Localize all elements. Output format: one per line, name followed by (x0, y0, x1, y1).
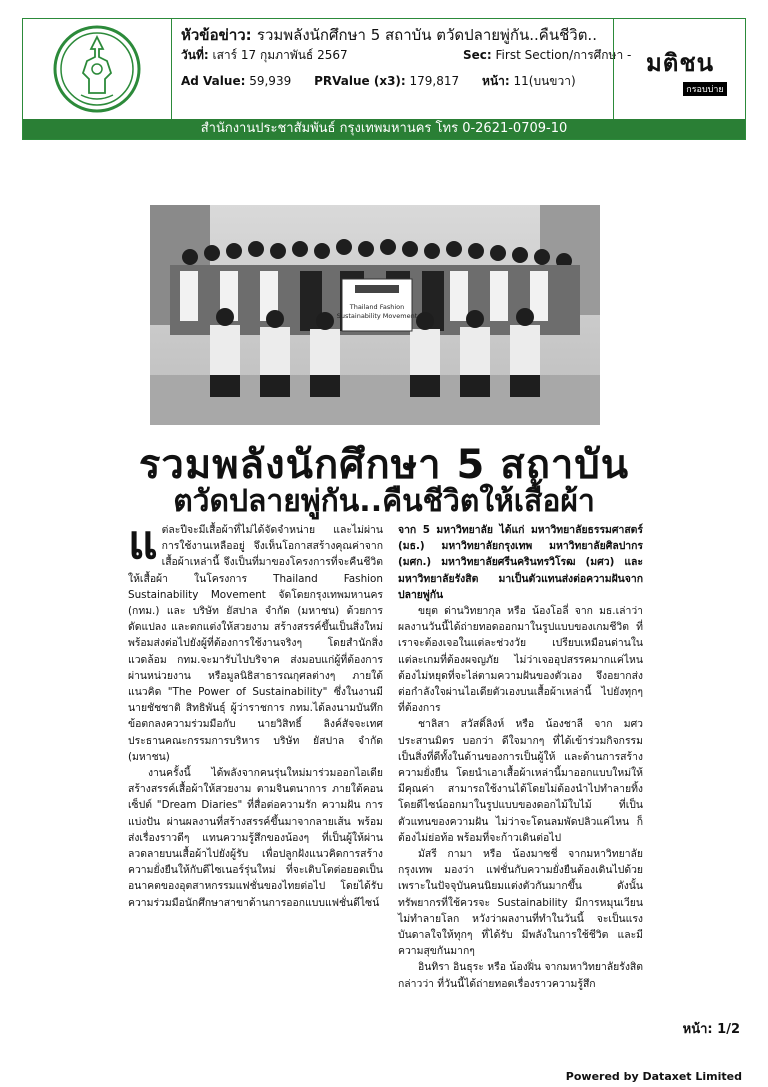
page-label: หน้า: (482, 74, 510, 88)
sign-text-line2: Sustainability Movement (336, 312, 418, 320)
clipping-meta (181, 25, 632, 91)
column2-paragraph-5: อินทิรา อินธุระ หรือ น้องฝิ่น จากมหาวิทยาลัยรังสิต กล่าวว่า ที่วันนี้ได้ถ่ายทอดเรื่องราวความรู้สึก (398, 961, 643, 990)
date-value: เสาร์ 17 กุมภาพันธ์ 2567 (212, 48, 348, 62)
column2-paragraph-1: จาก 5 มหาวิทยาลัย ได้แก่ มหาวิทยาลัยธรรมศาสตร์ (มธ.) มหาวิทยาลัยกรุงเทพ มหาวิทยาลัยศิลปากร (มศก.) มหาวิทยาลัยศรีนครินทรวิโรฒ (มศว) และมหาวิทยาลัยรังสิต มาเป็นตัวแทนส่งต่อความฝันจากปลายพู่กัน (398, 524, 643, 601)
ad-value: 59,939 (249, 74, 292, 88)
headline-row (181, 25, 611, 45)
section-info (463, 45, 631, 65)
bma-seal-icon (51, 23, 143, 115)
section-label: Sec: (463, 48, 492, 62)
publisher-edition: กรอบบ่าย (683, 82, 726, 96)
value-row (181, 71, 611, 91)
page-value: 11(บนขวา) (513, 74, 576, 88)
pr-value-label: PRValue (x3): (314, 74, 406, 88)
article-column-1 (128, 515, 383, 911)
section-value: First Section/การศึกษา - (495, 48, 632, 62)
column2-paragraph-4: มัสรี กามา หรือ น้องมาซชี่ จากมหาวิทยาลัยกรุงเทพ มองว่า แฟชั่นกับความยั่งยืนต้องเดินไปด้วย เพราะในปัจจุบันคนนิยมแต่งตัวกันมากขึ้น ดังนั้น ทรัพยากรที่ใช้ควรจะ Sustainability มีการหมุนเวียน ไม่ทำลายโลก หวังว่าผลงานที่ทำในวันนี้ จะเป็นแรงบันดาลใจให้ทุกๆ ที่ได้รับ มีพลังในการใช้ชีวิต และมีความสุขกันมากๆ (398, 848, 643, 958)
drop-cap: แ (128, 515, 158, 569)
group-photo (150, 205, 600, 425)
group-photo-image (150, 205, 600, 425)
pr-value: 179,817 (409, 74, 460, 88)
column1-paragraph-2: งานครั้งนี้ ได้พลังจากคนรุ่นใหม่มาร่วมออกไอเดีย สร้างสรรค์เสื้อผ้าให้สวยงาม ตามจินตนาการ ภายใต้คอนเซ็ปต์ "Dream Diaries" ที่สื่อต่อความรัก ความฝัน การแบ่งปัน ผ่านผลงานที่สร้างสรรค์ขึ้นมาจากลายเส้น พร้อมส่งเรื่องราวดีๆ แทนความรู้สึกของน้องๆ ที่เป็นผู้ให้ผ่านลวดลายบนเสื้อผ้าไปยังผู้รับ เพื่อปลูกฝังแนวคิดการสร้างความยั่งยืนให้กับดีไซเนอร์รุ่นใหม่ ที่จะเติบโตต่อยอดเป็นอนาคตของอุตสาหกรรมแฟชั่นของไทยต่อไป โดยได้รับความร่วมมือนักศึกษาสาขาด้านการออกแบบแฟชั่นดีไซน์ (128, 767, 383, 909)
publisher-name: มติชน (645, 48, 715, 77)
date-label: วันที่: (181, 48, 209, 62)
column2-paragraph-3: ชาลิสา สวัสดิ์ลิงห์ หรือ น้องชาลี จาก มศว ประสานมิตร บอกว่า ดีใจมากๆ ที่ได้เข้าร่วมกิจกรรม เป็นสิ่งที่ดีทั้งในด้านของการเป็นผู้ให้ และด้านการสร้างความยั่งยืน โดยนำเอาเสื้อผ้าเหล่านี้มาออกแบบใหม่ให้มีคุณค่า สามารถใช้งานได้โดยไม่ต้องนำไปทำลายทิ้ง โดยดีไซน์ออกมาในรูปแบบของดอกไม้ใบไม้ ที่เป็นตัวแทนของความฝัน ไม่ว่าจะโดนลมพัดปลิวแค่ไหน ก็ต้องไม่ย่อท้อ พร้อมที่จะก้าวเดินต่อไป (398, 718, 643, 844)
ad-value-label: Ad Value: (181, 74, 246, 88)
page-count: หน้า: 1/2 (682, 1022, 740, 1037)
office-contact-bar: สำนักงานประชาสัมพันธ์ กรุงเทพมหานคร โทร 0-2621-0709-10 (23, 119, 745, 139)
headline-value: รวมพลังนักศึกษา 5 สถาบัน ตวัดปลายพู่กัน..คืนชีวิต.. (256, 26, 597, 44)
sign-text-line1: Thailand Fashion (349, 303, 405, 311)
article-headline: รวมพลังนักศึกษา 5 สถาบัน (138, 442, 630, 488)
article-column-2 (398, 522, 643, 992)
bma-logo (23, 19, 172, 119)
column1-paragraph-1: ต่ละปีจะมีเสื้อผ้าที่ไม่ได้จัดจำหน่าย และไม่ผ่านการใช้งานเหลืออยู่ จึงเห็นโอกาสสร้างคุณค่าจากเสื้อผ้าเหล่านี้ จึงเป็นที่มาของโครงการที่จะคืนชีวิตให้เสื้อผ้า ในโครงการ Thailand Fashion Sustainability Movement จัดโดยกรุงเทพมหานคร (กทม.) และ บริษัท ยัสปาล จำกัด (มหาชน) ด้วยการดัดแปลง และตกแต่งให้สวยงาม สร้างสรรค์ขึ้นเป็นสิ่งใหม่ พร้อมส่งต่อไปยังผู้ที่ต้องการใช้งานจริงๆ โดยสำนักสิ่งแวดล้อม กทม.จะมารับไปบริจาค ส่งมอบแก่ผู้ที่ต้องการผ่านหน่วยงาน หรือมูลนิธิสาธารณกุศลต่างๆ ภายใต้แนวคิด "The Power of Sustainability" ซึ่งในงานมีนายชัชชาติ สิทธิพันธุ์ ผู้ว่าราชการ กทม.ได้ลงนามบันทึกข้อตกลงความร่วมมือกับ นายวิสิทธิ์ ลิงค์สัจจะเทศ ประธานคณะกรรมการบริหาร บริษัท ยัสปาล จำกัด (มหาชน) (128, 524, 383, 763)
column2-paragraph-2: ขยุต ด่านวิทยากุล หรือ น้องโอลี่ จาก มธ.เล่าว่า ผลงานวันนี้ได้ถ่ายทอดออกมาในรูปแบบของเกมชีวิต ที่เราจะต้องเจอในแต่ละช่วงวัย เปรียบเหมือนด่านในแต่ละเกมที่ต้องผจญภัย ไม่ว่าเจออุปสรรคมากแค่ไหน ต้องไม่หยุดที่จะไล่ตามความฝันของตัวเอง จึงอยากส่งต่อกำลังใจผ่านไอเดียตัวเองบนเสื้อผ้าเหล่านี้ ไปยังทุกๆ ที่ต้องการ (398, 605, 643, 715)
publisher-box (613, 19, 746, 119)
headline-label: หัวข้อข่าว: (181, 26, 252, 44)
article-subheadline: ตวัดปลายพู่กัน..คืนชีวิตให้เสื้อผ้า (173, 484, 595, 519)
powered-by: Powered by Dataxet Limited (565, 1070, 742, 1083)
clipping-header (22, 18, 746, 140)
date-row (181, 45, 632, 65)
